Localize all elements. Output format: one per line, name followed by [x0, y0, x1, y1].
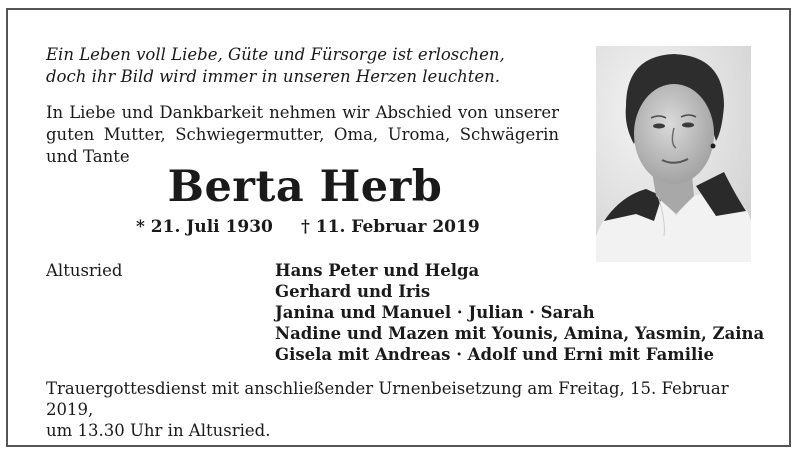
deceased-name: Berta Herb [167, 162, 443, 212]
birth-date: * 21. Juli 1930 [136, 217, 273, 237]
family-line: Gerhard und Iris [275, 282, 431, 301]
family-line: Hans Peter und Helga [275, 261, 480, 280]
intro-line-2: guten Mutter, Schwiegermutter, Oma, Uroma, Schwägerin [46, 125, 559, 144]
quote-line-2: doch ihr Bild wird immer in unseren Herzen leuchten. [46, 67, 501, 86]
memorial-quote [46, 44, 566, 88]
life-dates [136, 216, 536, 238]
family-list [275, 260, 775, 365]
intro-text [46, 102, 559, 168]
place-name: Altusried [46, 261, 123, 280]
intro-line-1: In Liebe und Dankbarkeit nehmen wir Abschied von unserer [46, 103, 559, 122]
quote-line-1: Ein Leben voll Liebe, Güte und Fürsorge ist erloschen, [46, 45, 505, 64]
family-line: Janina und Manuel · Julian · Sarah [275, 303, 595, 322]
service-notice [46, 378, 766, 441]
portrait-illustration [596, 46, 751, 262]
family-line: Nadine und Mazen mit Younis, Amina, Yasmin, Zaina [275, 324, 765, 343]
intro-line-3: und Tante [46, 147, 130, 166]
portrait-photo [596, 46, 751, 262]
death-date: † 11. Februar 2019 [301, 217, 480, 237]
service-line-2: um 13.30 Uhr in Altusried. [46, 421, 271, 440]
service-line-1: Trauergottesdienst mit anschließender Urnenbeisetzung am Freitag, 15. Februar 2019, [46, 379, 729, 419]
family-line: Gisela mit Andreas · Adolf und Erni mit Familie [275, 345, 715, 364]
